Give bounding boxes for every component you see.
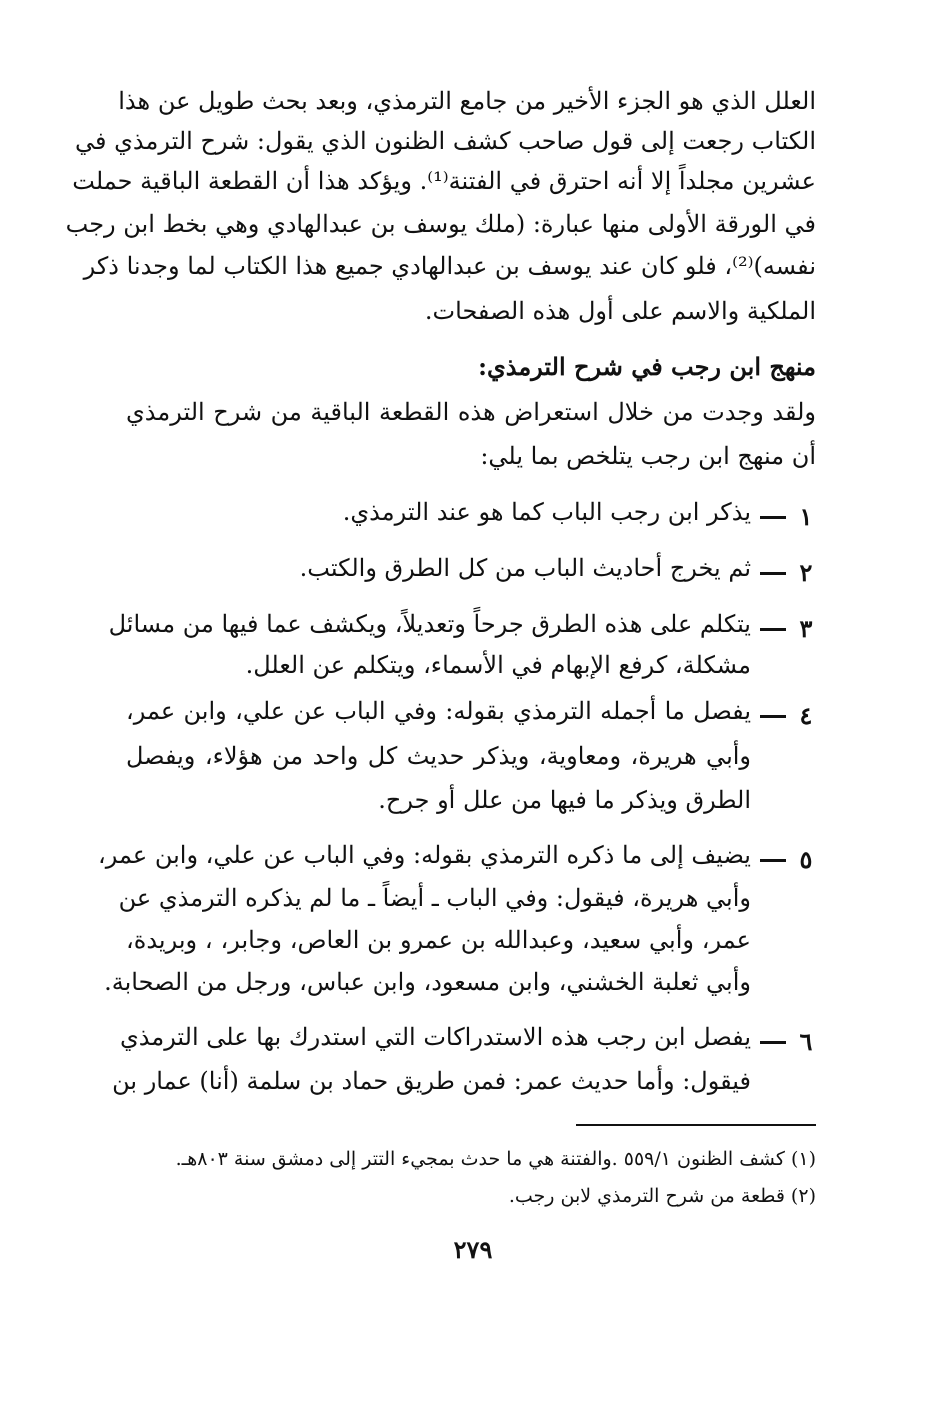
list-item-dash xyxy=(760,715,786,718)
list-item-line: وأبي هريرة، ومعاوية، ويذكر حديث كل واحد من هؤلاء، ويفصل xyxy=(126,742,752,770)
list-item-number: ٤ xyxy=(799,701,813,730)
list-item-line: مشكلة، كرفع الإبهام في الأسماء، ويتكلم عن العلل. xyxy=(245,651,751,679)
list-item-number: ٦ xyxy=(799,1027,813,1056)
list-item-line: يتكلم على هذه الطرق جرحاً وتعديلاً، ويكشف عما فيها من مسائل xyxy=(108,610,751,638)
list-item-dash xyxy=(760,516,786,519)
intro-line: الكتاب رجعت إلى قول صاحب كشف الظنون الذي يقول: شرح الترمذي في xyxy=(75,127,816,155)
list-item-line: يضيف إلى ما ذكره الترمذي بقوله: وفي الباب عن علي، وابن عمر، xyxy=(98,841,751,869)
list-item-line: وأبي هريرة، فيقول: وفي الباب ـ أيضاً ـ ما لم يذكره الترمذي عن xyxy=(118,884,751,912)
section-intro-line: ولقد وجدت من خلال استعراض هذه القطعة الباقية من شرح الترمذي xyxy=(126,398,816,426)
list-item-number: ٣ xyxy=(799,614,813,643)
list-item-line: الطرق ويذكر ما فيها من علل أو جرح. xyxy=(378,786,751,814)
intro-line: في الورقة الأولى منها عبارة: (ملك يوسف بن عبدالهادي وهي بخط ابن رجب xyxy=(65,210,816,238)
footnote-separator xyxy=(576,1124,816,1126)
list-item-line: فيقول: وأما حديث عمر: فمن طريق حماد بن سلمة (أنا) عمار بن xyxy=(112,1067,751,1095)
intro-line: الملكية والاسم على أول هذه الصفحات. xyxy=(424,297,816,325)
list-item-line: يفصل ما أجمله الترمذي بقوله: وفي الباب عن علي، وابن عمر، xyxy=(126,697,751,725)
list-item-dash xyxy=(760,1041,786,1044)
list-item-line: ثم يخرج أحاديث الباب من كل الطرق والكتب. xyxy=(299,554,751,582)
section-heading: منهج ابن رجب في شرح الترمذي: xyxy=(478,352,816,381)
list-item-line: عمر، وأبي سعيد، وعبدالله بن عمرو بن العاص، وجابر، ، وبريدة، xyxy=(126,926,751,954)
page-number: ٢٧٩ xyxy=(453,1235,493,1264)
list-item-line: وأبي ثعلبة الخشني، وابن مسعود، وابن عباس، ورجل من الصحابة. xyxy=(104,968,751,996)
list-item-line: يفصل ابن رجب هذه الاستدراكات التي استدرك بها على الترمذي xyxy=(119,1023,751,1051)
intro-line: عشرين مجلداً إلا أنه احترق في الفتنة⁽¹⁾. ويؤكد هذا أن القطعة الباقية حملت xyxy=(72,167,816,195)
list-item-dash xyxy=(760,628,786,631)
footnote: (٢) قطعة من شرح الترمذي لابن رجب. xyxy=(508,1185,816,1207)
intro-line: العلل الذي هو الجزء الأخير من جامع الترمذي، وبعد بحث طويل عن هذا xyxy=(118,87,816,115)
section-intro-line: أن منهج ابن رجب يتلخص بما يلي: xyxy=(480,442,816,470)
list-item-number: ١ xyxy=(799,502,813,531)
intro-line: نفسه)⁽²⁾، فلو كان عند يوسف بن عبدالهادي جميع هذا الكتاب لما وجدنا ذكر xyxy=(83,252,816,280)
list-item-number: ٢ xyxy=(799,558,813,587)
footnote: (١) كشف الظنون ٥٥٩/١ .والفتنة هي ما حدث بمجيء التتر إلى دمشق سنة ٨٠٣هـ. xyxy=(175,1148,816,1170)
list-item-line: يذكر ابن رجب الباب كما هو عند الترمذي. xyxy=(342,498,751,526)
list-item-dash xyxy=(760,859,786,862)
list-item-number: ٥ xyxy=(799,845,813,874)
list-item-dash xyxy=(760,572,786,575)
